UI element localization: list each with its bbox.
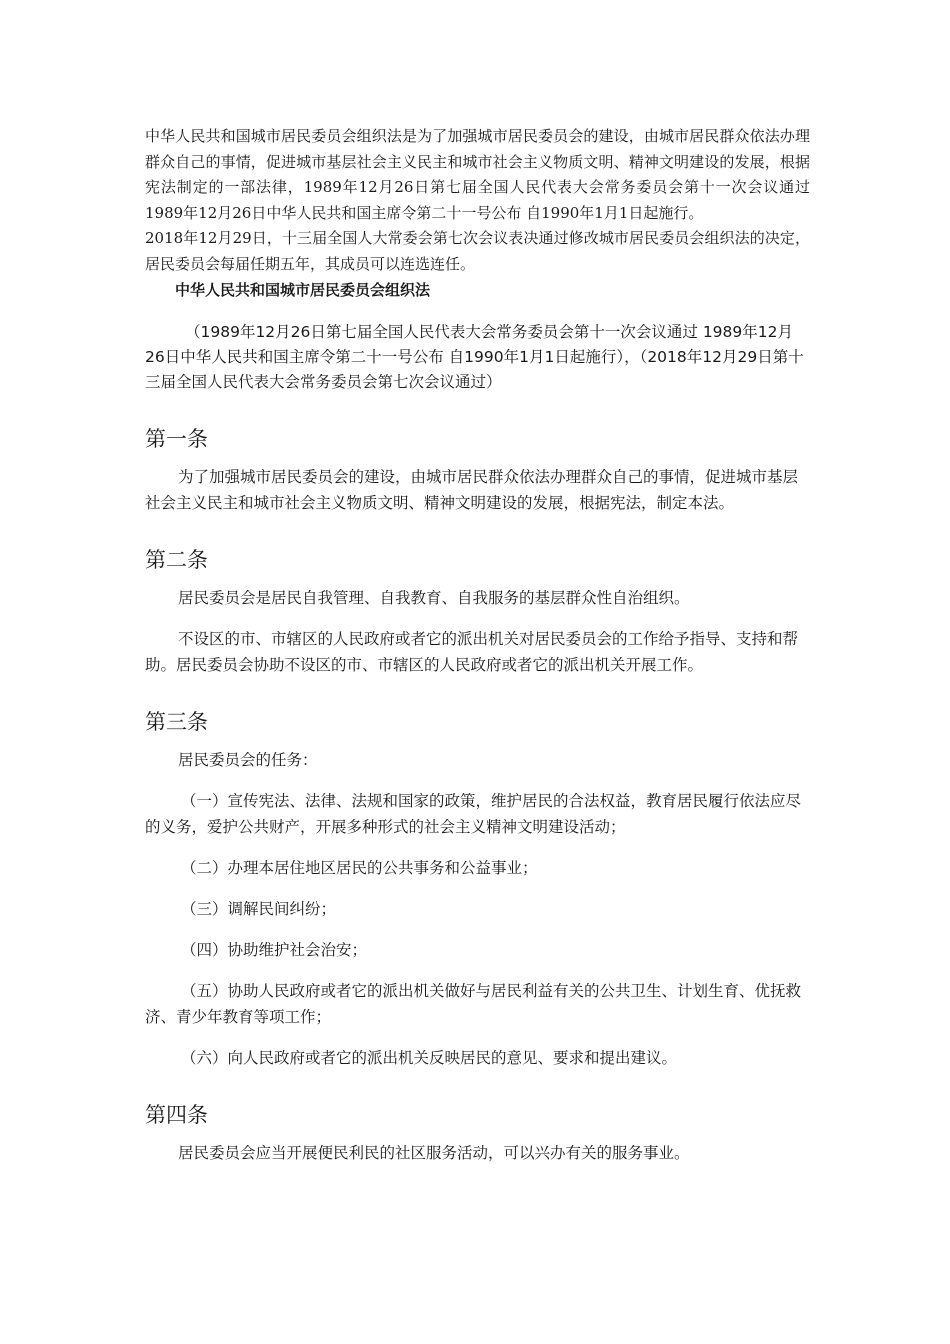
article-list-item: （五）协助人民政府或者它的派出机关做好与居民利益有关的公共卫生、计划生育、优抚救济、青少年教育等项工作； (145, 982, 802, 1026)
article-4 (145, 1100, 810, 1166)
law-title: 中华人民共和国城市居民委员会组织法 (175, 281, 431, 299)
article-heading: 第四条 (145, 1103, 208, 1127)
article-2 (145, 545, 810, 678)
article-list-item: （二）办理本居住地区居民的公共事务和公益事业； (181, 859, 538, 877)
article-paragraph: 为了加强城市居民委员会的建设，由城市居民群众依法办理群众自己的事情，促进城市基层社会主义民主和城市社会主义物质文明、精神文明建设的发展，根据宪法，制定本法。 (145, 468, 799, 512)
article-heading: 第一条 (145, 427, 208, 451)
article-paragraph: 居民委员会应当开展便民利民的社区服务活动，可以兴办有关的服务事业。 (178, 1144, 690, 1162)
article-list-item: （三）调解民间纠纷； (181, 900, 337, 918)
article-3 (145, 707, 810, 1071)
article-heading: 第二条 (145, 548, 208, 572)
article-1 (145, 424, 810, 516)
intro-paragraph: 中华人民共和国城市居民委员会组织法是为了加强城市居民委员会的建设，由城市居民群众依法办理群众自己的事情，促进城市基层社会主义民主和城市社会主义物质文明、精神文明建设的发展，根据宪法制定的一部法律，1989年12月26日第七届全国人民代表大会常务委员会第十一次会议通过 1989年12月26日中华人民共和国主席令第二十一号公布 自1990年1月1日起施行。 (145, 127, 810, 222)
document-page (145, 124, 810, 1166)
article-list-item: （六）向人民政府或者它的派出机关反映居民的意见、要求和提出建议。 (181, 1049, 678, 1067)
article-paragraph: 居民委员会是居民自我管理、自我教育、自我服务的基层群众性自治组织。 (178, 589, 690, 607)
article-paragraph: 不设区的市、市辖区的人民政府或者它的派出机关对居民委员会的工作给予指导、支持和帮助。居民委员会协助不设区的市、市辖区的人民政府或者它的派出机关开展工作。 (145, 630, 799, 674)
intro-paragraph-amendment: 2018年12月29日，十三届全国人大常委会第七次会议表决通过修改城市居民委员会组织法的决定，居民委员会每届任期五年，其成员可以连选连任。 (145, 229, 810, 273)
article-list-item: （一）宣传宪法、法律、法规和国家的政策，维护居民的合法权益，教育居民履行依法应尽的义务，爱护公共财产，开展多种形式的社会主义精神文明建设活动； (145, 792, 802, 836)
article-heading: 第三条 (145, 710, 208, 734)
article-paragraph: 居民委员会的任务： (178, 751, 318, 769)
enactment-note: （1989年12月26日第七届全国人民代表大会常务委员会第十一次会议通过 1989年12月26日中华人民共和国主席令第二十一号公布 自1990年1月1日起施行），（2018年12月29日第十三届全国人民代表大会常务委员会第七次会议通过） (145, 323, 804, 391)
article-list-item: （四）协助维护社会治安； (181, 941, 368, 959)
